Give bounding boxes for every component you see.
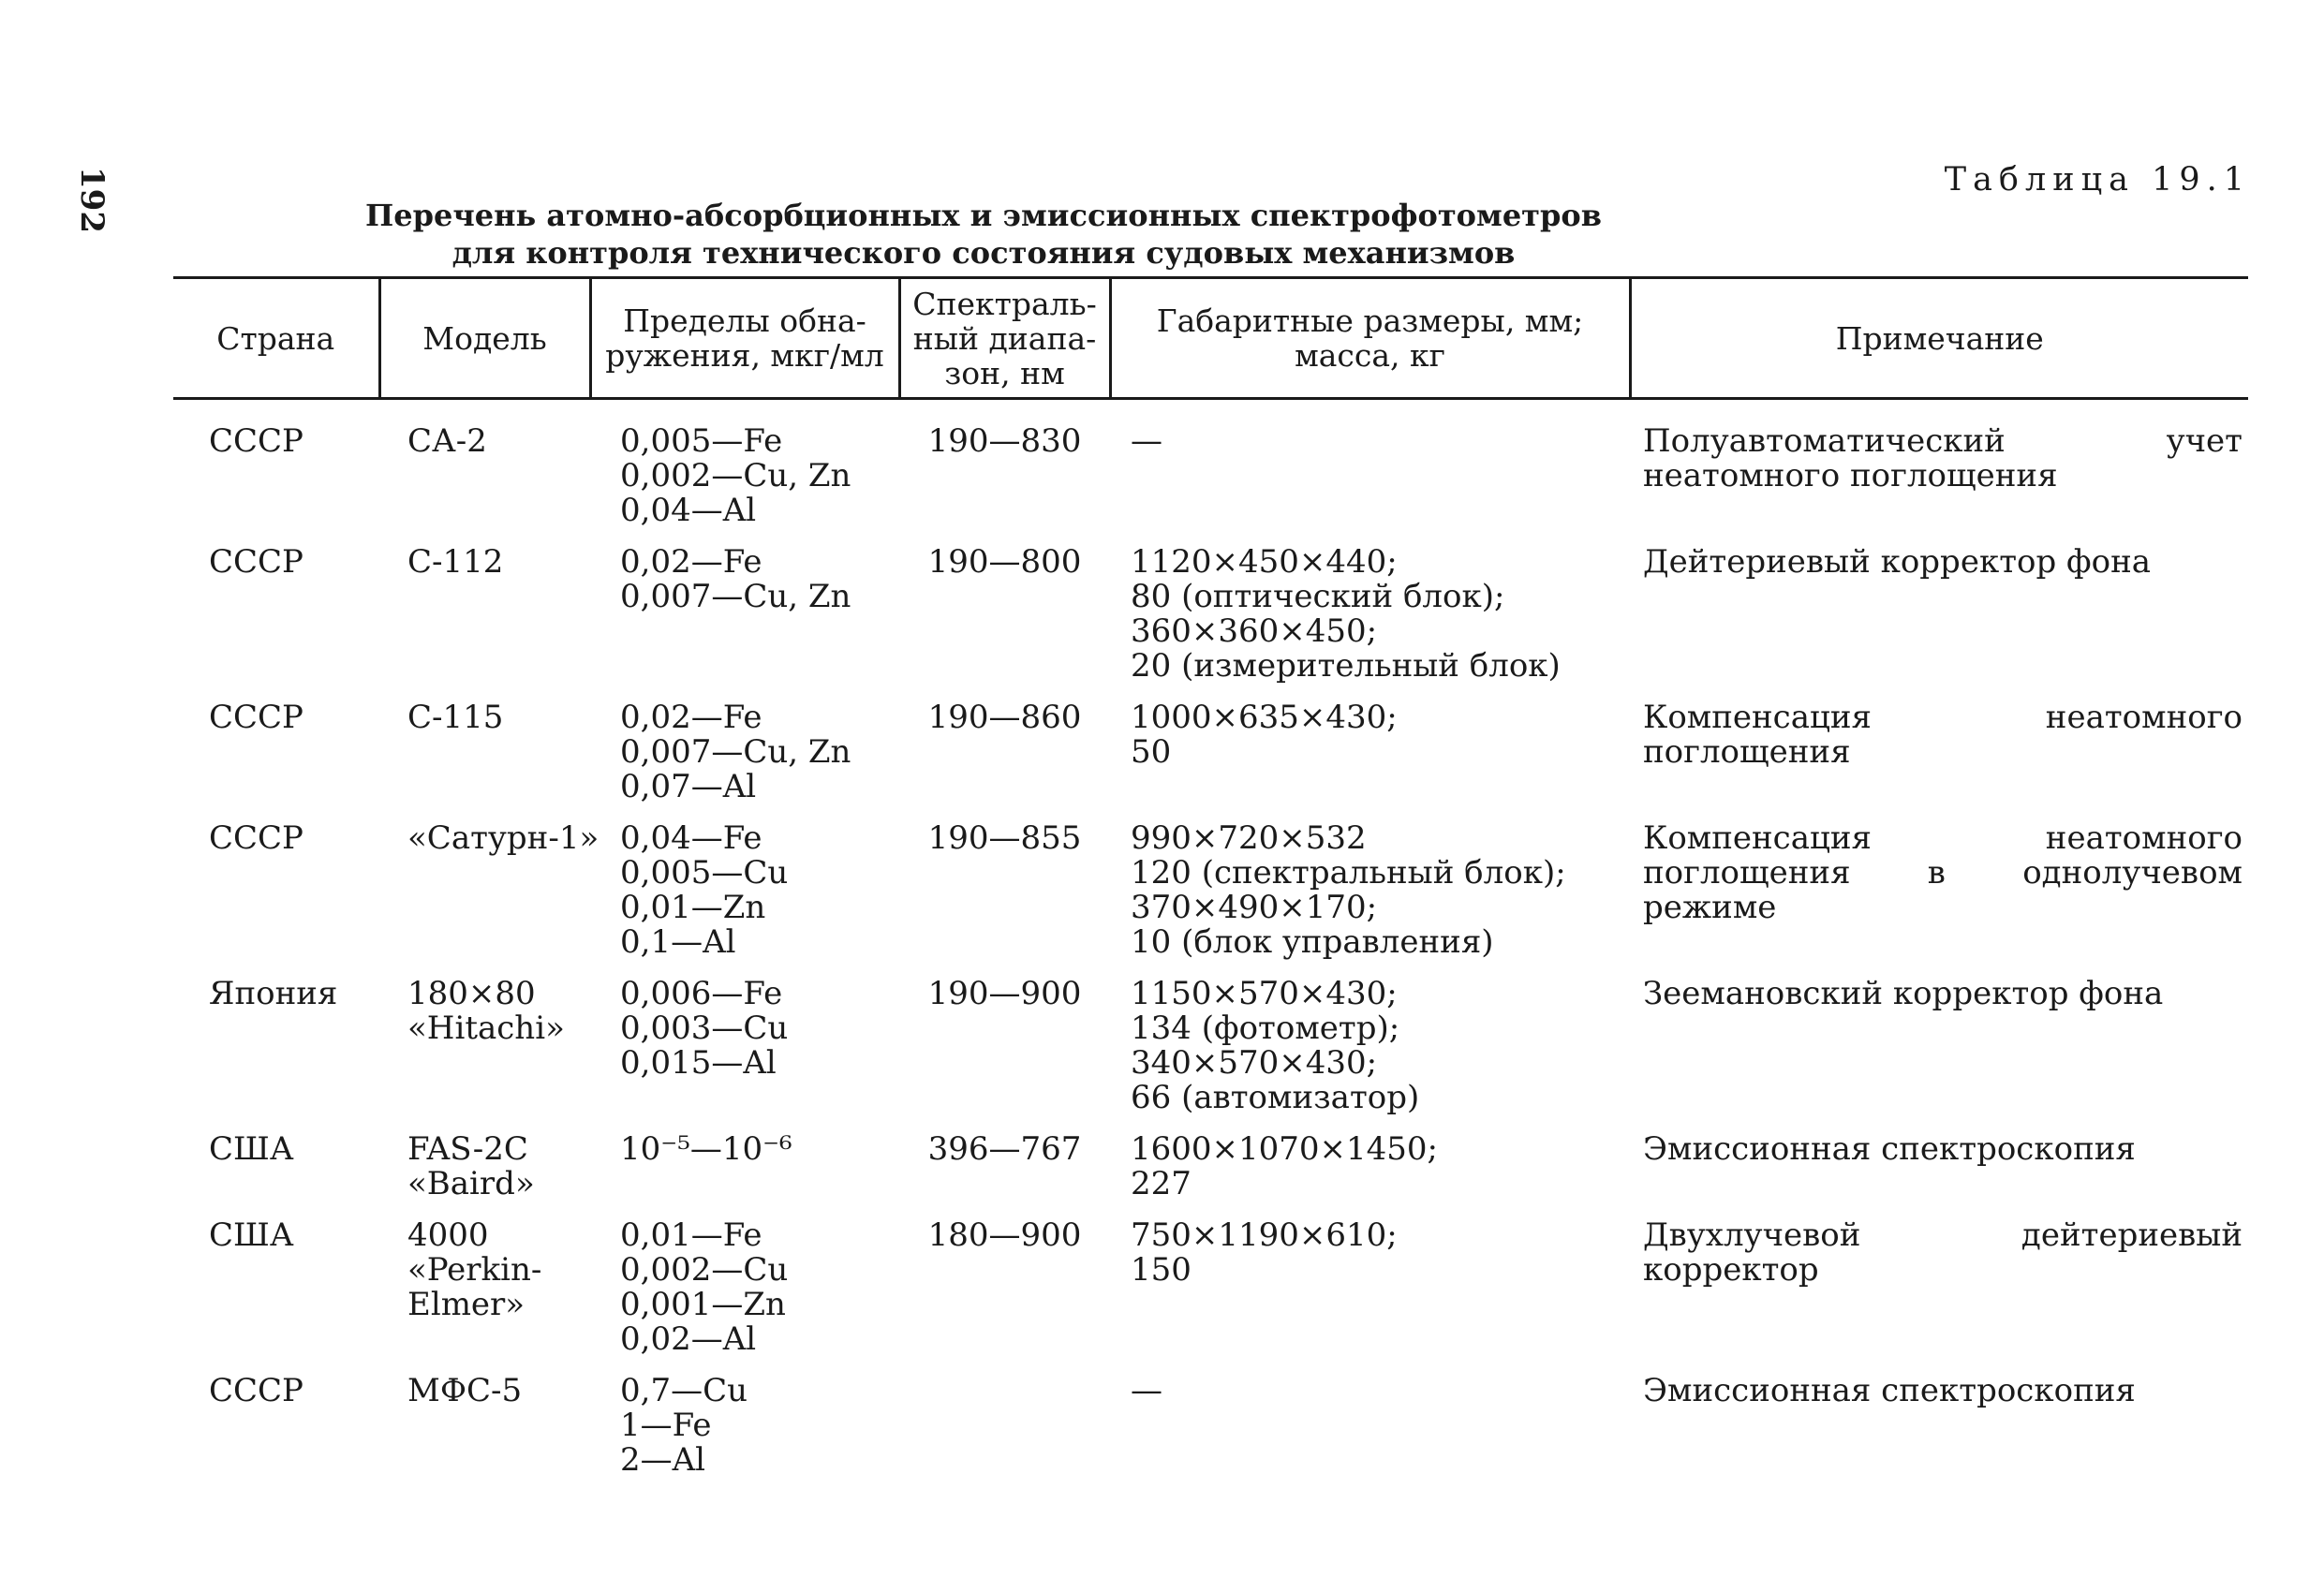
- header-model: Модель: [379, 278, 590, 399]
- cell-spectral-range: 190—830: [927, 422, 1082, 460]
- cell-detection-limits: 0,005—Fe 0,002—Cu, Zn 0,04—Al: [620, 422, 851, 529]
- cell-note: Компенсация неатомного поглощения в однолучевом режиме: [1643, 819, 2243, 926]
- cell-spectral-range: 190—800: [927, 543, 1082, 581]
- cell-spectral-range: 180—900: [927, 1216, 1082, 1254]
- cell-dimensions: —: [1131, 1372, 1162, 1409]
- cell-detection-limits: 10⁻⁵—10⁻⁶: [620, 1130, 792, 1168]
- cell-detection-limits: 0,02—Fe 0,007—Cu, Zn 0,07—Al: [620, 699, 851, 805]
- header-country: Страна: [173, 278, 379, 399]
- table-row: [173, 1132, 2248, 1218]
- table-label: Таблица 19.1: [1944, 161, 2251, 199]
- spectrophotometer-table: [173, 276, 2248, 1495]
- cell-spectral-range: 190—900: [927, 975, 1082, 1012]
- cell-dimensions: 1150×570×430; 134 (фотометр); 340×570×430; 66 (автомизатор): [1131, 975, 1420, 1116]
- table-caption: [0, 197, 1967, 272]
- table-row: [173, 1218, 2248, 1374]
- cell-dimensions: 1000×635×430; 50: [1131, 699, 1398, 771]
- cell-model: МФС-5: [407, 1372, 523, 1409]
- cell-dimensions: —: [1131, 422, 1162, 460]
- cell-model: FAS-2C «Baird»: [407, 1130, 535, 1202]
- header-dimensions: Габаритные размеры, мм; масса, кг: [1110, 278, 1630, 399]
- cell-spectral-range: 190—860: [927, 699, 1082, 736]
- cell-detection-limits: 0,006—Fe 0,003—Cu 0,015—Al: [620, 975, 789, 1082]
- cell-detection-limits: 0,7—Cu 1—Fe 2—Al: [620, 1372, 748, 1479]
- cell-detection-limits: 0,04—Fe 0,005—Cu 0,01—Zn 0,1—Al: [620, 819, 789, 961]
- cell-spectral-range: [899, 1374, 1110, 1495]
- header-detection-limits: Пределы обна- ружения, мкг/мл: [590, 278, 899, 399]
- cell-model: 180×80 «Hitachi»: [407, 975, 565, 1047]
- cell-model: 4000 «Perkin- Elmer»: [407, 1216, 542, 1323]
- cell-note: Компенсация неатомного поглощения: [1643, 699, 2243, 771]
- table-row: [173, 977, 2248, 1132]
- header-row: [173, 278, 2248, 399]
- table-row: [173, 399, 2248, 546]
- cell-spectral-range: 396—767: [927, 1130, 1082, 1168]
- cell-model: С-112: [407, 543, 504, 581]
- cell-note: Двухлучевой дейтериевый корректор: [1643, 1216, 2243, 1289]
- cell-spectral-range: 190—855: [927, 819, 1082, 857]
- table-row: [173, 821, 2248, 977]
- table-row: [173, 700, 2248, 821]
- cell-detection-limits: 0,01—Fe 0,002—Cu 0,001—Zn 0,02—Al: [620, 1216, 789, 1358]
- cell-country: СССР: [209, 422, 303, 460]
- caption-line-1: Перечень атомно-абсорбционных и эмиссионных спектрофотометров: [365, 198, 1602, 233]
- cell-note: Эмиссионная спектроскопия: [1643, 1372, 2136, 1409]
- cell-country: США: [209, 1130, 294, 1168]
- header-note: Примечание: [1630, 278, 2248, 399]
- cell-detection-limits: 0,02—Fe 0,007—Cu, Zn: [620, 543, 851, 615]
- cell-model: «Сатурн-1»: [407, 819, 600, 857]
- table-row: [173, 1374, 2248, 1495]
- cell-note: Зеемановский корректор фона: [1643, 975, 2164, 1012]
- cell-country: СССР: [209, 699, 303, 736]
- cell-note: Полуавтоматический учет неатомного поглощения: [1643, 422, 2243, 494]
- header-spectral-range: Спектраль- ный диапа- зон, нм: [899, 278, 1110, 399]
- cell-country: СССР: [209, 543, 303, 581]
- cell-country: США: [209, 1216, 294, 1254]
- cell-note: Дейтериевый корректор фона: [1643, 543, 2152, 581]
- cell-model: С-115: [407, 699, 504, 736]
- cell-country: СССР: [209, 819, 303, 857]
- table-row: [173, 545, 2248, 700]
- cell-model: СА-2: [407, 422, 487, 460]
- cell-dimensions: 1120×450×440; 80 (оптический блок); 360×360×450; 20 (измерительный блок): [1131, 543, 1561, 685]
- cell-note: Эмиссионная спектроскопия: [1643, 1130, 2136, 1168]
- cell-dimensions: 750×1190×610; 150: [1131, 1216, 1398, 1289]
- cell-country: Япония: [209, 975, 338, 1012]
- cell-dimensions: 1600×1070×1450; 227: [1131, 1130, 1439, 1202]
- page-number: 192: [73, 167, 111, 233]
- cell-country: СССР: [209, 1372, 303, 1409]
- cell-dimensions: 990×720×532 120 (спектральный блок); 370×490×170; 10 (блок управления): [1131, 819, 1566, 961]
- caption-line-2: для контроля технического состояния судовых механизмов: [451, 235, 1516, 271]
